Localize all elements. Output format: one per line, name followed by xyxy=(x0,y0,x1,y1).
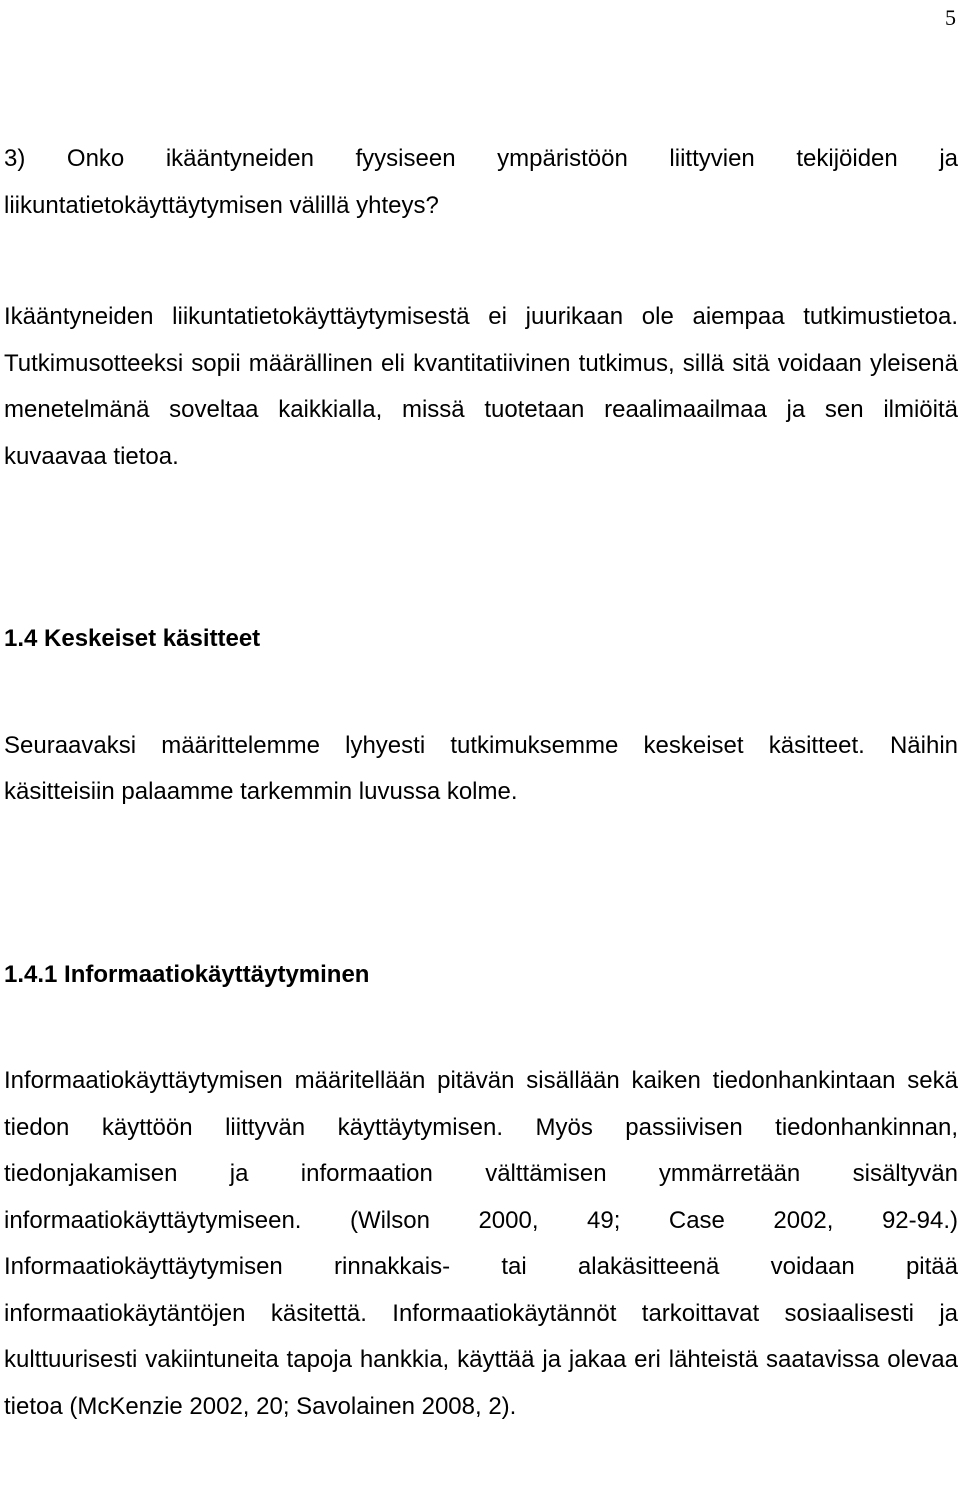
document-body xyxy=(4,136,958,1430)
page-number: 5 xyxy=(945,5,956,30)
spacer xyxy=(4,816,958,952)
section-heading-1-4-1: 1.4.1 Informaatiokäyttäytyminen xyxy=(4,960,370,988)
intro-paragraph: Ikääntyneiden liikuntatietokäyttäytymisestä ei juurikaan ole aiempaa tutkimustietoa. Tutkimusotteeksi sopii määrällinen eli kvantitatiivinen tutkimus, sillä sitä voidaan yleisenä menetelmänä soveltaa kaikkialla, missä tuotetaan reaalimaailmaa ja sen ilmiöitä kuvaavaa tietoa. xyxy=(4,303,958,470)
spacer xyxy=(4,480,958,616)
section-heading-1-4: 1.4 Keskeiset käsitteet xyxy=(4,625,261,652)
research-question: 3) Onko ikääntyneiden fyysiseen ympäristöön liittyvien tekijöiden ja liikuntatietokäyttäytymisen välillä yhteys? xyxy=(4,145,958,219)
spacer xyxy=(4,229,958,294)
spacer xyxy=(4,663,958,723)
section-1-4-paragraph: Seuraavaksi määrittelemme lyhyesti tutkimuksemme keskeiset käsitteet. Näihin käsitteisiin palaamme tarkemmin luvussa kolme. xyxy=(4,731,958,805)
spacer xyxy=(4,998,958,1058)
section-1-4-1-paragraph: Informaatiokäyttäytymisen määritellään pitävän sisällään kaiken tiedonhankintaan sekä tiedon käyttöön liittyvän käyttäytymisen. Myös passiivisen tiedonhankinnan, tiedonjakamisen ja informaation välttämisen ymmärretään sisältyvän informaatiokäyttäytymiseen. (Wilson 2000, 49; Case 2002, 92-94.) Informaatiokäyttäytymisen rinnakkais- tai alakäsitteenä voidaan pitää informaatiokäytäntöjen käsitettä. Informaatiokäytännöt tarkoittavat sosiaalisesti ja kulttuurisesti vakiintuneita tapoja hankkia, käyttää ja jakaa eri lähteistä saatavissa olevaa tietoa (McKenzie 2002, 20; Savolainen 2008, 2). xyxy=(4,1067,958,1420)
